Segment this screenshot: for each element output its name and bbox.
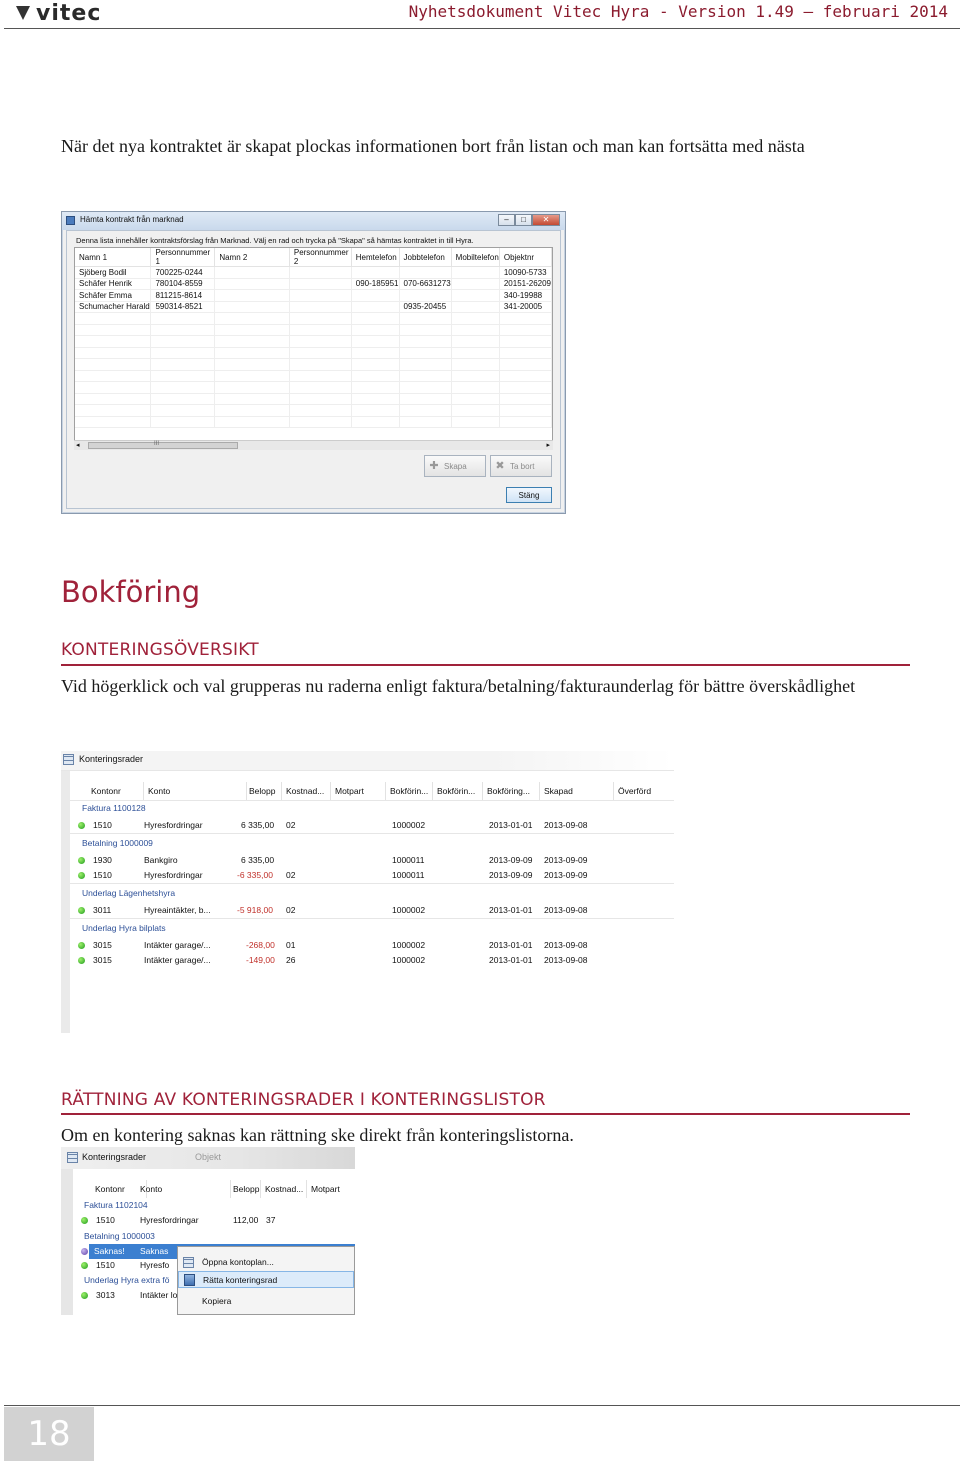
cell: Schumacher Harald	[75, 301, 151, 313]
hamta-kontrakt-window	[61, 211, 566, 514]
menu-item-kopiera[interactable]	[178, 1293, 354, 1310]
section-title: Bokföring	[61, 575, 201, 609]
cell	[289, 267, 351, 279]
col-personnummer1[interactable]: Personnummer 1	[151, 248, 215, 267]
cell	[451, 278, 499, 290]
cell-bokforingsdatum: 2013-01-01	[489, 940, 533, 950]
panel-title: Konteringsrader	[79, 754, 144, 764]
header-divider	[4, 28, 960, 29]
table-row[interactable]	[61, 903, 674, 918]
cell	[289, 278, 351, 290]
group-header[interactable]: Faktura 1102104	[84, 1200, 148, 1210]
group-header[interactable]: Underlag Lägenhetshyra	[82, 888, 176, 898]
cell: 20151-26209	[499, 278, 551, 290]
horizontal-scrollbar[interactable]	[74, 440, 553, 450]
col-belopp[interactable]: Belopp	[247, 782, 282, 800]
status-ok-icon	[78, 822, 85, 829]
cell-konto: Intäkter lo	[140, 1290, 178, 1300]
table-row[interactable]	[61, 1258, 177, 1273]
scroll-thumb[interactable]	[88, 442, 238, 449]
cell	[351, 267, 399, 279]
cell-kontonr: 3011	[93, 905, 112, 915]
panel-tab[interactable]	[61, 1147, 355, 1169]
ta-bort-label: Ta bort	[510, 461, 535, 471]
konteringsrader-panel	[61, 751, 674, 1033]
panel-title: Konteringsrader	[82, 1152, 147, 1162]
cell-konto: Hyresfordringar	[144, 820, 203, 830]
skapa-label: Skapa	[444, 461, 467, 471]
row-separator	[70, 883, 674, 884]
table-row[interactable]	[61, 868, 674, 883]
cell-bokforing: 1000002	[392, 955, 426, 965]
ta-bort-button[interactable]	[490, 455, 552, 477]
menu-item-oppna-kontoplan[interactable]	[178, 1254, 354, 1271]
logo-text: vitec	[36, 0, 102, 26]
cell-skapad: 2013-09-08	[544, 955, 588, 965]
group-header[interactable]: Faktura 1100128	[82, 803, 146, 813]
heading-rule	[61, 1113, 910, 1115]
col-motpart[interactable]: Motpart	[331, 782, 386, 800]
cell-bokforingsdatum: 2013-09-09	[489, 855, 533, 865]
heading-rule	[61, 664, 910, 666]
cell-kontonr: 1930	[93, 855, 112, 865]
status-ok-icon	[78, 957, 85, 964]
cell-konto: Intäkter garage/...	[144, 940, 211, 950]
menu-item-label: Kopiera	[202, 1296, 232, 1306]
table-row[interactable]	[61, 1213, 355, 1228]
col-bokforing2[interactable]: Bokförin...	[433, 782, 483, 800]
cell: Sjöberg Bodil	[75, 267, 151, 279]
cell-kostnad: 02	[286, 870, 296, 880]
menu-item-label: Öppna kontoplan...	[202, 1257, 274, 1267]
row-separator	[70, 833, 674, 834]
cell-kontonr: 1510	[96, 1260, 115, 1270]
cell-belopp: 112,00	[233, 1215, 259, 1225]
table-row[interactable]	[61, 818, 674, 833]
cell-belopp: 6 335,00	[241, 855, 275, 865]
menu-item-label: Rätta konteringsrad	[203, 1275, 278, 1285]
cell-konto: Hyresfordringar	[144, 870, 203, 880]
cell-konto: Hyresfo	[140, 1260, 170, 1270]
context-menu	[177, 1246, 355, 1315]
group-header[interactable]: Underlag Hyra extra fö	[84, 1275, 170, 1285]
col-bokforing3[interactable]: Bokföring...	[483, 782, 540, 800]
cell: 0935-20455	[399, 301, 451, 313]
cell-konto: Intäkter garage/...	[144, 955, 211, 965]
cell-belopp: -268,00	[246, 940, 275, 950]
cell: Schäfer Henrik	[75, 278, 151, 290]
cell-kontonr: 1510	[96, 1215, 115, 1225]
scroll-grip-icon: III	[154, 441, 160, 447]
col-kostnad[interactable]: Kostnad...	[261, 1180, 307, 1198]
cell-bokforing: 1000011	[392, 855, 425, 865]
scroll-left-icon[interactable]: ◂	[76, 442, 80, 449]
cell-belopp: -5 918,00	[237, 905, 273, 915]
minimize-button[interactable]: –	[498, 214, 515, 226]
col-namn1[interactable]: Namn 1	[75, 248, 151, 267]
delete-icon: ✖	[495, 460, 505, 472]
cell	[215, 301, 290, 313]
cell-kostnad: 02	[286, 905, 296, 915]
cell-bokforingsdatum: 2013-01-01	[489, 905, 533, 915]
cell-kontonr: 3015	[93, 940, 112, 950]
cell-bokforing: 1000002	[392, 940, 426, 950]
cell-konto: Bankgiro	[144, 855, 178, 865]
window-title: Hämta kontrakt från marknad	[80, 215, 184, 224]
cell: 780104-8559	[151, 278, 215, 290]
cell-kontonr: 1510	[93, 820, 112, 830]
col-motpart[interactable]: Motpart	[311, 1184, 340, 1194]
page-number: 18	[27, 1414, 71, 1454]
plus-icon: ✚	[429, 460, 439, 472]
cell	[215, 290, 290, 302]
intro-paragraph: När det nya kontraktet är skapat plockas informationen bort från listan och man kan fortsätta med nästa	[61, 136, 805, 156]
cell-kontonr: 1510	[93, 870, 112, 880]
kontoplan-icon	[183, 1257, 194, 1268]
close-window-button[interactable]: ✕	[532, 214, 560, 226]
window-titlebar	[62, 212, 565, 230]
col-belopp[interactable]: Belopp	[229, 1180, 261, 1198]
cell	[399, 290, 451, 302]
status-ok-icon	[78, 872, 85, 879]
table-row[interactable]	[75, 267, 552, 279]
cell-belopp: 6 335,00	[241, 820, 275, 830]
table-row[interactable]	[75, 278, 552, 290]
col-kontonr[interactable]: Kontonr	[87, 782, 144, 800]
col-mobiltelefon[interactable]: Mobiltelefon	[451, 248, 499, 267]
cell-bokforingsdatum: 2013-01-01	[489, 820, 533, 830]
col-namn2[interactable]: Namn 2	[215, 248, 290, 267]
col-kontonr[interactable]: Kontonr	[91, 1180, 147, 1198]
rattning-text: Om en kontering saknas kan rättning ske direkt från konteringslistorna.	[61, 1125, 574, 1145]
table-row[interactable]	[75, 290, 552, 302]
col-hemtelefon[interactable]: Hemtelefon	[351, 248, 399, 267]
cell: 811215-8614	[151, 290, 215, 302]
cell-skapad: 2013-09-09	[544, 870, 588, 880]
cell-skapad: 2013-09-08	[544, 940, 588, 950]
cell: 070-6631273	[399, 278, 451, 290]
cell	[351, 301, 399, 313]
skapa-button[interactable]	[424, 455, 486, 477]
group-header[interactable]: Betalning 1000009	[82, 838, 153, 848]
col-bokforing1[interactable]: Bokförin...	[386, 782, 433, 800]
group-header[interactable]: Betalning 1000003	[84, 1231, 155, 1241]
cell-bokforingsdatum: 2013-09-09	[489, 870, 533, 880]
app-icon	[66, 216, 75, 225]
header-underline	[70, 800, 674, 801]
cell-kostnad: 37	[266, 1215, 276, 1225]
stang-button[interactable]: Stäng	[506, 487, 552, 503]
cell-skapad: 2013-09-08	[544, 905, 588, 915]
grid-icon	[63, 754, 74, 765]
table-row[interactable]	[61, 953, 674, 968]
cell	[289, 301, 351, 313]
cell	[215, 278, 290, 290]
status-ok-icon	[78, 857, 85, 864]
footer-divider	[4, 1405, 960, 1406]
cell	[399, 267, 451, 279]
edit-icon	[184, 1274, 195, 1286]
status-missing-icon	[81, 1248, 88, 1255]
scroll-right-icon[interactable]: ▸	[546, 442, 550, 449]
grid-icon	[67, 1152, 78, 1163]
cell-bokforing: 1000002	[392, 905, 426, 915]
group-header[interactable]: Underlag Hyra bilplats	[82, 923, 166, 933]
table-row[interactable]	[75, 301, 552, 313]
status-ok-icon	[78, 907, 85, 914]
col-kostnad[interactable]: Kostnad...	[282, 782, 331, 800]
status-ok-icon	[81, 1217, 88, 1224]
konteringsoversikt-heading: KONTERINGSÖVERSIKT	[61, 640, 259, 660]
col-konto[interactable]: Konto	[144, 782, 247, 800]
cell: 340-19988	[499, 290, 551, 302]
cell	[451, 301, 499, 313]
cell-skapad: 2013-09-09	[544, 855, 588, 865]
cell-belopp: -149,00	[246, 955, 275, 965]
cell	[351, 290, 399, 302]
panel-tab[interactable]	[61, 751, 674, 771]
cell: 700225-0244	[151, 267, 215, 279]
cell	[451, 290, 499, 302]
status-ok-icon	[78, 942, 85, 949]
row-separator	[70, 918, 674, 919]
instruction-text: Denna lista innehåller kontraktsförslag från Marknad. Välj en rad och trycka på "Skapa" så hämtas kontraktet in till Hyra.	[76, 236, 474, 245]
cell-skapad: 2013-09-08	[544, 820, 588, 830]
objekt-tab-title[interactable]: Objekt	[195, 1152, 222, 1162]
cell-konto: Hyresfordringar	[140, 1215, 199, 1225]
menu-item-ratta-konteringsrad[interactable]	[178, 1271, 354, 1288]
col-personnummer2[interactable]: Personnummer 2	[289, 248, 351, 267]
cell	[289, 290, 351, 302]
cell: 090-185951	[351, 278, 399, 290]
cell: 590314-8521	[151, 301, 215, 313]
table-row[interactable]	[61, 1288, 177, 1303]
cell-kostnad: 26	[286, 955, 296, 965]
cell-bokforing: 1000011	[392, 870, 425, 880]
col-jobbtelefon[interactable]: Jobbtelefon	[399, 248, 451, 267]
cell-kontonr: Saknas!	[94, 1246, 125, 1256]
cell	[451, 267, 499, 279]
vitec-logo-mark-icon	[16, 6, 30, 20]
table-row[interactable]	[61, 938, 674, 953]
contract-grid[interactable]	[74, 247, 553, 447]
status-ok-icon	[81, 1292, 88, 1299]
cell-kontonr: 3015	[93, 955, 112, 965]
cell-kostnad: 02	[286, 820, 296, 830]
col-objektnr[interactable]: Objektnr	[499, 248, 551, 267]
cell-kostnad: 01	[286, 940, 296, 950]
cell	[215, 267, 290, 279]
cell-konto: Hyreaintäkter, b...	[144, 905, 211, 915]
cell-konto: Saknas	[140, 1246, 169, 1256]
status-ok-icon	[81, 1262, 88, 1269]
cell-bokforingsdatum: 2013-01-01	[489, 955, 533, 965]
col-overford[interactable]: Överförd	[618, 786, 652, 796]
konteringsoversikt-text: Vid högerklick och val grupperas nu raderna enligt faktura/betalning/fakturaunderlag för bättre överskådlighet	[61, 676, 856, 696]
rattning-heading: RÄTTNING AV KONTERINGSRADER I KONTERINGSLISTOR	[61, 1090, 546, 1110]
cell-bokforing: 1000002	[392, 820, 426, 830]
cell: Schäfer Emma	[75, 290, 151, 302]
col-skapad[interactable]: Skapad	[540, 782, 614, 800]
panel-side-strip	[61, 771, 70, 1033]
konteringsrader-panel-context	[61, 1147, 355, 1315]
cell-kontonr: 3013	[96, 1290, 115, 1300]
cell-belopp: -6 335,00	[237, 870, 273, 880]
cell: 341-20005	[499, 301, 551, 313]
col-konto[interactable]: Konto	[136, 1180, 231, 1198]
maximize-button[interactable]: □	[515, 214, 532, 226]
vitec-logo	[16, 2, 101, 24]
table-row[interactable]	[61, 853, 674, 868]
cell: 10090-5733	[499, 267, 551, 279]
document-title: Nyhetsdokument Vitec Hyra - Version 1.49 – februari 2014	[408, 2, 948, 21]
